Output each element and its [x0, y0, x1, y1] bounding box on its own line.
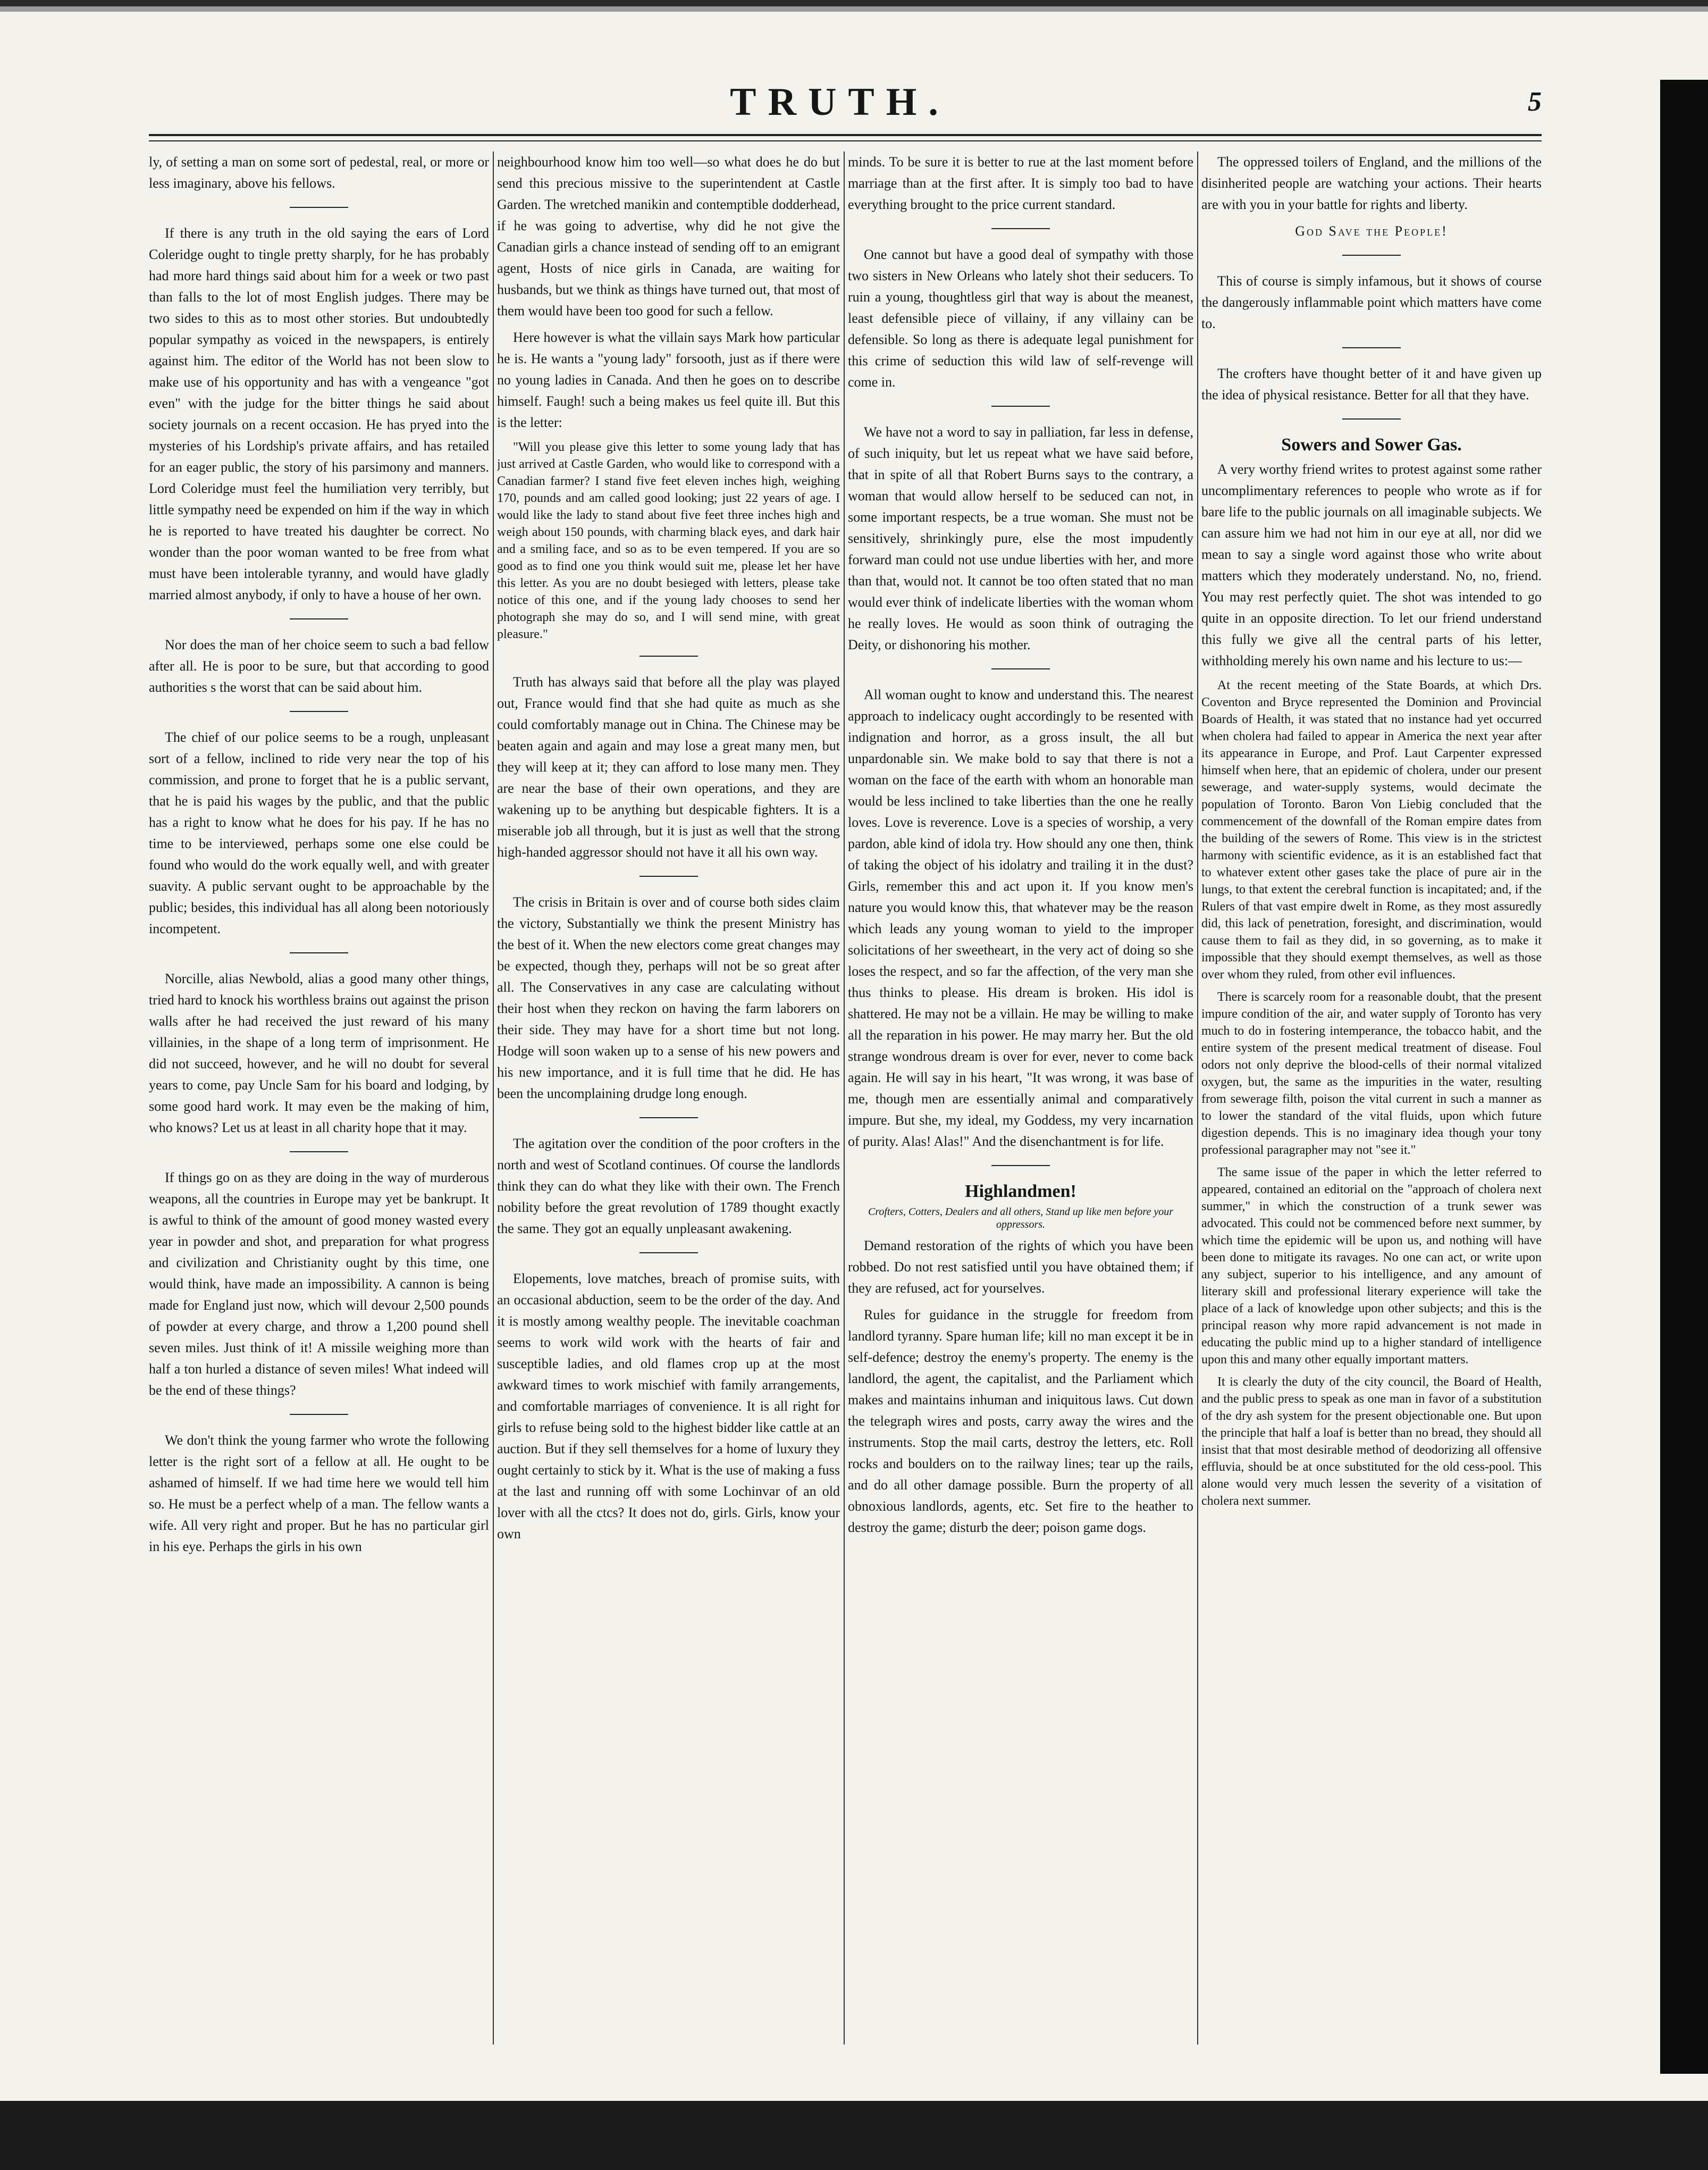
article-paragraph: All woman ought to know and understand this. The nearest approach to indelicacy ought accordingly to be resented with indignation and horror, as a gross insult, the all but unpardonable sin. We make bold to say that there is not a woman on the face of the earth with whom an honorable man would be less inclined to take liberties than the one he really loves. Love is reverence. Love is a species of worship, a very pardon, able kind of idola try. How should any one then, think of taking the object of his idolatry and trailing it in the dust? Girls, remember this and act upon it. If you know men's nature you would know this, that whatever may be the reason which leads any young woman to yield to the improper solicitations of her sweetheart, in the very act of doing so she loses the respect, and so far the affection, of the very man she thus thinks to please. His dream is broken. His idol is shattered. He may not be a villain. He may be willing to make all the reparation in his power. He may marry her. But the old strange wondrous dream is over for ever, never to come back again. He will say in his heart, "It was wrong, it was base of me, though men are essentially animal and comparatively impure. But she, my ideal, my Goddess, my very incarnation of purity. Alas! Alas!" And the disenchantment is for life.	[848, 687, 1193, 1149]
article-paragraph: The crofters have thought better of it and have given up the idea of physical resistance. Better for all that they have.	[1201, 366, 1542, 403]
quoted-letter: The same issue of the paper in which the letter referred to appeared, contained an editorial on the "approach of cholera next summer," in which the construction of a trunk sewer was advocated. This could not be commenced before next summer, by which time the epidemic will be upon us, and nothing will have been done to mitigate its ravages. No one can act, or write upon any subject, superior to his intelligence, and any amount of literary skill and professional literary experience will take the place of a lack of knowledge upon other subjects; and this is the principal reason why more rapid advancement is not made in educating the public mind up to a higher standard of intelligence upon this and many other equally important matters.	[1201, 1166, 1542, 1367]
separator-rule	[290, 952, 348, 953]
article-paragraph: One cannot but have a good deal of sympathy with those two sisters in New Orleans who lately shot their seducers. To ruin a young, thoughtless girl that way is about the meanest, least defensible piece of villainy, if any villainy can be defensible. So long as there is adequate legal punishment for this crime of seduction this wild law of self-revenge will come in.	[848, 247, 1193, 390]
article-paragraph: The crisis in Britain is over and of course both sides claim the victory, Substantially we think the present Ministry has the best of it. When the new electors come great changes may be expected, though they, perhaps will not be so great after all. The Conservatives in any case are calculating without their host when they reckon on having the farm laborers on their side. They may have for a short time but not long. Hodge will soon waken up to a sense of his new powers and his new importance, and it is full time that he did. He has been the uncomplaining drudge long enough.	[497, 894, 840, 1101]
article-paragraph: The chief of our police seems to be a rough, unpleasant sort of a fellow, inclined to ride very near the top of his commission, and prone to forget that he is a public servant, that he is paid his wages by the public, and that the public has a right to know what he does for his pay. If he has no time to be interviewed, perhaps some one else could be found who would do the work equally well, and with greater suavity. A public servant ought to be approachable by the public; besides, this individual has all along been notoriously incompetent.	[149, 730, 489, 936]
article-paragraph: The agitation over the condition of the poor crofters in the north and west of Scotland continues. Of course the landlords think they can do what they like with their own. The French nobility before the great revolution of 1789 thought exactly the same. They got an equally unpleasant awakening.	[497, 1136, 840, 1236]
quoted-letter: "Will you please give this letter to some young lady that has just arrived at Castle Garden, who would like to correspond with a Canadian farmer? I stand five feet eleven inches high, weighing 170, pounds and am called good looking; just 22 years of age. I would like the lady to stand about five feet three inches high and weigh about 150 pounds, with charming black eyes, and dark hair and a smiling face, and so as to be even tempered. If you are so good as to find one you think would suit me, please let her have this letter. As you are no doubt besieged with letters, please take notice of this one, and if the young lady chooses to send her photograph she may do so, and I will send mine, with great pleasure."	[497, 440, 840, 641]
separator-rule	[640, 876, 698, 877]
separator-rule	[991, 406, 1050, 407]
separator-rule	[1342, 418, 1401, 420]
article-paragraph: Rules for guidance in the struggle for freedom from landlord tyranny. Spare human life; kill no man except it be in self-defence; destroy the enemy's property. The enemy is the landlord, the agent, the capitalist, and the Parliament which makes and maintains inhuman and iniquitous laws. Cut down the telegraph wires and posts, carry away the wires and the instruments. Stop the mail carts, destroy the letters, etc. Roll rocks and boulders on to the railway lines; tear up the rails, and do all other damage possible. Burn the property of all obnoxious landlords, agents, etc. Set fire to the heather to destroy the game; disturb the deer; poison game dogs.	[848, 1307, 1193, 1535]
separator-rule	[640, 1252, 698, 1253]
separator-rule	[991, 1165, 1050, 1166]
article-paragraph: If things go on as they are doing in the way of murderous weapons, all the countries in Europe may yet be bankrupt. It is awful to think of the amount of good money wasted every year in powder and shot, and preparation for what progress and civilization and Christianity ought by this time, one would think, have made an impossibility. A cannon is being made for England just now, which will devour 2,500 pounds of powder at every charge, and throw a 1,200 pound shell seven miles. Just think of it! A missile weighing more than half a ton hurled a distance of seven miles! What indeed will be the end of these things?	[149, 1170, 489, 1398]
separator-rule	[640, 656, 698, 657]
separator-rule	[991, 668, 1050, 669]
article-paragraph: Here however is what the villain says Mark how particular he is. He wants a "young lady" forsooth, just as if there were no young ladies in Canada. And then he goes on to describe himself. Faugh! such a being makes us feel quite ill. But this is the letter:	[497, 330, 840, 430]
separator-rule	[640, 1117, 698, 1118]
article-paragraph: Norcille, alias Newbold, alias a good many other things, tried hard to knock his worthless brains out against the prison walls after he had received the just reward of his many villainies, in the shape of a long term of imprisonment. He did not succeed, however, and he will no doubt for several years to come, pay Uncle Sam for his board and lodging, by some good hard work. It may even be the making of him, who knows? Let us at least in all charity hope that it may.	[149, 971, 489, 1135]
column-1	[149, 152, 489, 2045]
article-paragraph: This of course is simply infamous, but it shows of course the dangerously inflammable point which matters have come to.	[1201, 273, 1542, 331]
quoted-letter: It is clearly the duty of the city council, the Board of Health, and the public press to speak as one man in favor of a substitution of the dry ash system for the present objectionable one. But upon the principle that half a loaf is better than no bread, they should all insist that that most desirable method of deodorizing all offensive effluvia, should be at once substituted for the old cess-pool. This alone would very much lessen the severity of a visitation of cholera next summer.	[1201, 1375, 1542, 1508]
masthead-title: TRUTH.	[730, 80, 950, 124]
article-paragraph: A very worthy friend writes to protest against some rather uncomplimentary references to people who wrote as if for bare life to the public journals on all imaginable subjects. We can assure him we had not him in our eye at all, nor did we mean to say a single word against those who write about matters which they moderately understand. No, no, friend. You may rest perfectly quiet. The shot was intended to go quite in an opposite direction. To let our friend understand this fully we give all the central parts of his letter, withholding merely his own name and his lecture to us:—	[1201, 462, 1542, 668]
scan-bottom-edge	[0, 2080, 1708, 2170]
article-paragraph: Demand restoration of the rights of which you have been robbed. Do not rest satisfied until you have obtained them; if they are refused, act for yourselves.	[848, 1238, 1193, 1296]
article-paragraph: neighbourhood know him too well—so what does he do but send this precious missive to the superintendent at Castle Garden. The wretched manikin and contemptible dodderhead, if he was going to advertise, why did he not give the Canadian girls a chance instead of sending off to an emigrant agent, Hosts of nice girls in Canada, are waiting for husbands, but we think as things have turned out, that most of them would have been too good for such a fellow.	[497, 154, 840, 319]
column-4	[1201, 152, 1542, 2045]
motto-line: God Save the People!	[1295, 223, 1448, 239]
article-paragraph: ly, of setting a man on some sort of pedestal, real, or more or less imaginary, above his fellows.	[149, 154, 489, 191]
column-3	[848, 152, 1193, 2045]
article-paragraph: We don't think the young farmer who wrote the following letter is the right sort of a fellow at all. He ought to be ashamed of himself. If we had time here we would tell him so. He must be a perfect whelp of a man. The fellow wants a wife. All very right and proper. But he has no particular girl in his eye. Perhaps the girls in his own	[149, 1432, 489, 1554]
separator-rule	[290, 711, 348, 712]
separator-rule	[1342, 347, 1401, 348]
separator-rule	[290, 1414, 348, 1415]
column-2	[497, 152, 840, 2045]
section-heading: Highlandmen!	[965, 1182, 1076, 1201]
section-heading: Sowers and Sower Gas.	[1281, 435, 1462, 455]
quoted-letter: At the recent meeting of the State Boards, at which Drs. Coventon and Bryce represented the Dominion and Provincial Boards of Health, it was stated that no instance had yet occurred when cholera had failed to appear in America the next year after its appearance in Europe, and Prof. Laut Carpenter expressed himself when here, that an epidemic of cholera, under our present sewerage, and water-supply systems, would decimate the population of Toronto. Baron Von Liebig concluded that the commencement of the downfall of the Roman empire dates from the building of the sewers of Rome. This view is in the strictest harmony with scientific evidence, as it is an established fact that to whatever extent other gases take the place of pure air in the lungs, to that extent the cerebral function is incapitated; and, if the Rulers of that vast empire dwelt in Rome, as they most assuredly did, this lack of penetration, foresight, and discrimination, would cause them to fail as they did, in so governing, as to make it impossible that they should exempt themselves, as well as those over whom they ruled, from other evil influences.	[1201, 678, 1542, 982]
separator-rule	[290, 1151, 348, 1152]
article-paragraph: If there is any truth in the old saying the ears of Lord Coleridge ought to tingle pretty sharply, for he has probably had more hard things said about him for a week or two past than falls to the lot of most English judges. There may be two sides to this as to most other stories. But undoubtedly popular sympathy as voiced in the newspapers, is entirely against him. The editor of the World has not been slow to make use of his opportunity and has with a vengeance "got even" with the judge for the bitter things he said about society journals on a recent occasion. He has pryed into the mysteries of his Lordship's private affairs, and has retailed for an eager public, the story of his parsimony and manners. Lord Coleridge must feel the humiliation very terribly, but little sympathy need be expended on him if the way in which he is reported to have treated his daughter be correct. No wonder than the poor woman wanted to be free from what must have been intolerable tyranny, and would have gladly married almost anybody, if only to have a house of her own.	[149, 225, 489, 602]
column-divider	[1197, 152, 1198, 2045]
scan-top-edge	[0, 0, 1708, 32]
article-paragraph: Elopements, love matches, breach of promise suits, with an occasional abduction, seem to be the order of the day. And it is mostly among wealthy people. The inevitable coachman seems to work wild work with the hearts of fair and susceptible ladies, and old flames crop up at the most awkward times to work mischief with family arrangements, and comfortable marriages of convenience. It is all right for girls to refuse being sold to the highest bidder like cattle at an auction. But if they sell themselves for a home of luxury they ought certainly to stick by it. What is the use of making a fuss at the last and running off with some Lochinvar of an old lover with all the ctcs? It does not do, girls. Girls, know your own	[497, 1271, 840, 1541]
separator-rule	[991, 228, 1050, 229]
article-paragraph: Nor does the man of her choice seem to such a bad fellow after all. He is poor to be sure, but that according to good authorities s the worst that can be said about him.	[149, 637, 489, 695]
article-paragraph: Truth has always said that before all the play was played out, France would find that she had quite as much as she could comfortably manage out in China. The Chinese may be beaten again and again and may lose a great many men, but they will keep at it; they can afford to lose many men. They are near the base of their own operations, and they are wakening up to be anything but despicable fighters. It is a miserable job all through, but it is just as well that the strong high-handed aggressor should not have it all his own way.	[497, 674, 840, 860]
separator-rule	[290, 207, 348, 208]
separator-rule	[290, 618, 348, 619]
separator-rule	[1342, 255, 1401, 256]
article-paragraph: We have not a word to say in palliation, far less in defense, of such iniquity, but let us repeat what we have said before, that in spite of all that Robert Burns says to the contrary, a woman that would allow herself to be seduced can not, in some important respects, be a true woman. She must not be sensitively, shrinkingly pure, else the most impudently forward man could not use undue liberties with her, and more than that, would not. It cannot be too often stated that no man would ever think of indelicate liberties with the woman whom he really loves. He would as soon think of outraging the Deity, or dishonoring his mother.	[848, 424, 1193, 652]
article-paragraph: The oppressed toilers of England, and the millions of the disinherited people are watching your actions. Their hearts are with you in your battle for rights and liberty.	[1201, 154, 1542, 212]
masthead-rule-thin	[149, 140, 1542, 141]
section-subheading: Crofters, Cotters, Dealers and all others, Stand up like men before your oppressors.	[868, 1206, 1174, 1230]
masthead	[149, 80, 1542, 138]
quoted-letter: There is scarcely room for a reasonable doubt, that the present impure condition of the air, and water supply of Toronto has very much to do in fostering intemperance, the tobacco habit, and the entire system of the present medical treatment of disease. Foul odors not only deprive the blood-cells of their normal vitalized oxygen, but, the same as the impurities in the water, resulting from sewerage filth, poison the vital current in such a manner as to lower the standard of the vital fluids, upon which future digestion depends. This is no imaginary idea though your tony professional paragrapher may not "see it."	[1201, 990, 1542, 1157]
column-divider	[493, 152, 494, 2045]
column-divider	[844, 152, 845, 2045]
masthead-rule	[149, 134, 1542, 136]
page-number: 5	[1528, 87, 1542, 117]
scan-right-edge	[1660, 80, 1708, 2074]
article-paragraph: minds. To be sure it is better to rue at the last moment before marriage than at the first after. It is simply too bad to have everything brought to the price current standard.	[848, 154, 1193, 212]
